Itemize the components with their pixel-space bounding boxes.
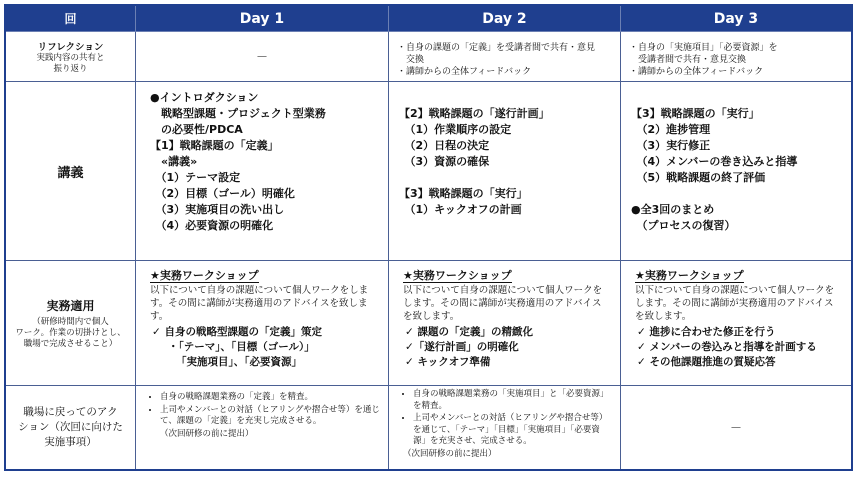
practice-day2-item: ✓ 課題の「定義」の精緻化 [405,326,533,338]
lecture-day2-line: （3）資源の確保 [399,155,490,168]
practice-sub1: （研修時間内で個人 [32,316,109,327]
header-day3: Day 3 [621,6,851,32]
lecture-day1-line: （3）実施項目の洗い出し [150,203,285,216]
reflection-label-cell [6,32,136,82]
lecture-day2-line: （2）日程の決定 [399,139,490,152]
practice-label: 実務適用 [46,298,95,313]
return-day1-item: • 上司やメンバーとの対話（ヒアリングや摺合せ等）を通じて、課題の「定義」を充実し完成させる。 [160,405,380,428]
practice-day3 [621,261,851,386]
return-label1: 職場に戻ってのアク [23,406,118,418]
lecture-day3-line: （プロセスの復習） [631,219,736,232]
lecture-day2-line: 【3】戦略課題の「実行」 [399,187,528,200]
practice-day3-item: ✓ その他課題推進の質疑応答 [637,356,776,368]
lecture-label: 講義 [57,165,84,181]
lecture-day1 [136,82,389,261]
practice-day1-title: ★実務ワークショップ [150,269,259,282]
practice-day1 [136,261,389,386]
lecture-label-cell [6,82,136,261]
reflection-sub2: 振り返り [53,63,88,74]
lecture-day1-line: ●イントロダクション [150,91,259,104]
return-label-cell [6,386,136,469]
practice-day2 [389,261,621,386]
practice-sub3: 職場で完成させること） [23,338,118,349]
lecture-day2-line: 【2】戦略課題の「遂行計画」 [399,107,550,120]
lecture-day2-line [399,170,608,186]
return-day1-note: （次回研修の前に提出） [160,428,254,439]
practice-day2-item: ✓「遂行計画」の明確化 [405,341,519,353]
return-day2-note: （次回研修の前に提出） [403,448,497,459]
lecture-day2-line: （1）作業順序の設定 [399,123,512,136]
practice-day3-item: ✓ 進捗に合わせた修正を行う [637,326,776,338]
reflection-label: リフレクション [37,41,104,53]
lecture-day3-line: （2）進捗管理 [631,123,711,136]
header-row [6,6,851,32]
return-day1 [136,386,389,469]
lecture-day1-line: 【1】戦略課題の「定義」 [150,139,279,152]
practice-day3-desc: 以下について自身の課題について個人ワークをします。その間に講師が実務適用のアドバイスを致します。 [635,285,835,322]
lecture-day3-line [631,186,839,202]
reflection-day3-line: ・講師からの全体フィードバック [629,67,764,77]
practice-day1-item: ・「テーマ」、「目標（ゴール）」 [168,341,315,353]
lecture-day1-line: 戦略型課題・プロジェクト型業務 [150,107,326,120]
lecture-row [6,82,851,261]
reflection-sub1: 実践内容の共有と [36,52,105,63]
reflection-row [6,32,851,82]
header-day2: Day 2 [389,6,621,32]
return-day2 [389,386,621,469]
reflection-day2-line: ・講師からの全体フィードバック [397,67,532,77]
return-label3: 実施事項） [44,436,97,448]
practice-day2-title: ★実務ワークショップ [403,269,512,282]
curriculum-table [4,4,853,471]
lecture-day3 [621,82,851,261]
practice-day3-item: ✓ メンバーの巻込みと指導を計画する [637,341,817,353]
lecture-day1-line: （1）テーマ設定 [150,171,241,184]
return-day2-item: • 自身の戦略課題業務の「実施項目」と「必要資源」を精査。 [413,389,612,412]
reflection-day1: － [136,32,389,82]
lecture-day1-line: «講義» [150,155,198,168]
practice-row [6,261,851,386]
return-label2: ション（次回に向けた [18,421,123,433]
lecture-day1-line: の必要性/PDCA [150,123,243,136]
return-day3: － [729,421,742,435]
practice-label-cell [6,261,136,386]
return-day1-item: • 自身の戦略課題業務の「定義」を精査。 [160,392,380,404]
lecture-day1-line: （2）目標（ゴール）明確化 [150,187,295,200]
reflection-day2 [389,32,621,82]
lecture-day3-line: （4）メンバーの巻き込みと指導 [631,155,798,168]
lecture-day3-line: 【3】戦略課題の「実行」 [631,107,760,120]
practice-sub2: ワーク。作業の切掛けとし、 [15,327,126,338]
reflection-day3-line: 受講者間で共有・意見交換 [629,55,747,65]
lecture-day3-line: （5）戦略課題の終了評価 [631,171,766,184]
lecture-day2-line: （1）キックオフの計画 [399,203,522,216]
lecture-day3-line: （3）実行修正 [631,139,711,152]
lecture-day2 [389,82,621,261]
reflection-day2-line: ・自身の課題の「定義」を受講者間で共有・意見 [397,43,596,53]
return-day2-item: • 上司やメンバーとの対話（ヒアリングや摺合せ等）を通じて、「テーマ」「目標」「実施項目」「必要資源」を充実させ、完成させる。 [413,413,612,448]
return-row [6,386,851,469]
reflection-day2-line: 交換 [397,55,425,65]
practice-day3-title: ★実務ワークショップ [635,269,744,282]
practice-day1-desc: 以下について自身の課題について個人ワークをします。その間に講師が実務適用のアドバイスを致します。 [150,285,369,322]
practice-day2-desc: 以下について自身の課題について個人ワークをします。その間に講師が実務適用のアドバイスを致します。 [403,285,603,322]
lecture-day3-line: ●全3回のまとめ [631,203,715,216]
header-day1: Day 1 [136,6,389,32]
practice-day1-item: 「実施項目」、「必要資源」 [176,356,302,368]
practice-day1-item: ✓ 自身の戦略型課題の「定義」策定 [152,326,322,338]
lecture-day1-line: （4）必要資源の明確化 [150,219,274,232]
reflection-day3 [621,32,851,82]
header-col-session: 回 [6,6,136,32]
reflection-day3-line: ・自身の「実施項目」「必要資源」を [629,43,778,53]
practice-day2-item: ✓ キックオフ準備 [405,356,491,368]
